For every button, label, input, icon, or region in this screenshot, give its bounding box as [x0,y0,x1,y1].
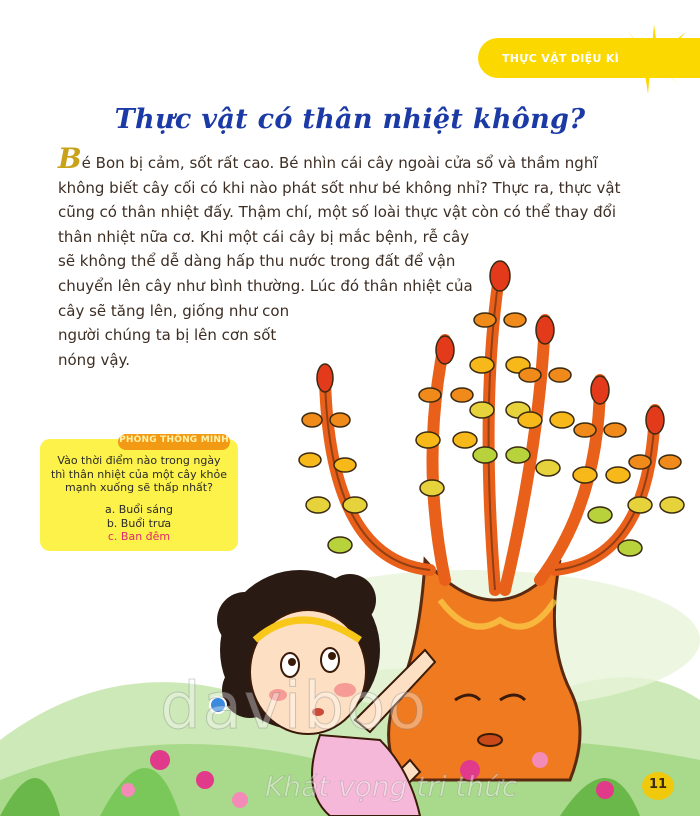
quiz-question-line: thì thân nhiệt của một cây khỏe [50,467,228,481]
quiz-question-line: mạnh xuống sẽ thấp nhất? [65,481,213,494]
page-number: 11 [648,777,668,792]
section-header-title: THỰC VẬT DIỆU KÌ [502,52,620,65]
body-line: nóng vậy. [58,350,131,369]
article-body [58,142,638,372]
watermark: daviboo [160,670,429,744]
body-line: chuyển lên cây như bình thường. Lúc đó thân nhiệt của [58,276,473,295]
quiz-tab-label: PHÒNG THÔNG MINH [119,435,229,445]
body-line: thân nhiệt nữa cơ. Khi một cái cây bị mắc bệnh, rễ cây [58,227,470,246]
body-line: không biết cây cối có khi nào phát sốt như bé không nhỉ? Thực ra, thực vật [58,178,621,197]
body-line [58,142,638,176]
body-line: sẽ không thể dễ dàng hấp thu nước trong đất để vận [58,252,456,271]
body-line: người chúng ta bị lên cơn sốt [58,326,277,345]
article-title: Thực vật có thân nhiệt không? [114,104,586,135]
quiz-question-line: Vào thời điểm nào trong ngày [57,454,221,467]
watermark-slogan: Khát vọng tri thức [265,770,518,803]
quiz-option-a: a. Buổi sáng [105,503,173,516]
quiz-options [44,503,234,544]
body-line: cũng có thân nhiệt đấy. Thậm chí, một số loài thực vật còn có thể thay đổi [58,203,617,222]
quiz-question [44,454,234,495]
body-line: cây sẽ tăng lên, giống như con [58,301,290,320]
quiz-option-b: b. Buổi trưa [106,516,172,530]
drop-cap: B [58,142,82,175]
body-line-text: é Bon bị cảm, sốt rất cao. Bé nhìn cái cây ngoài cửa sổ và thầm nghĩ [81,154,598,172]
quiz-option-c: c. Ban đêm [107,530,171,543]
